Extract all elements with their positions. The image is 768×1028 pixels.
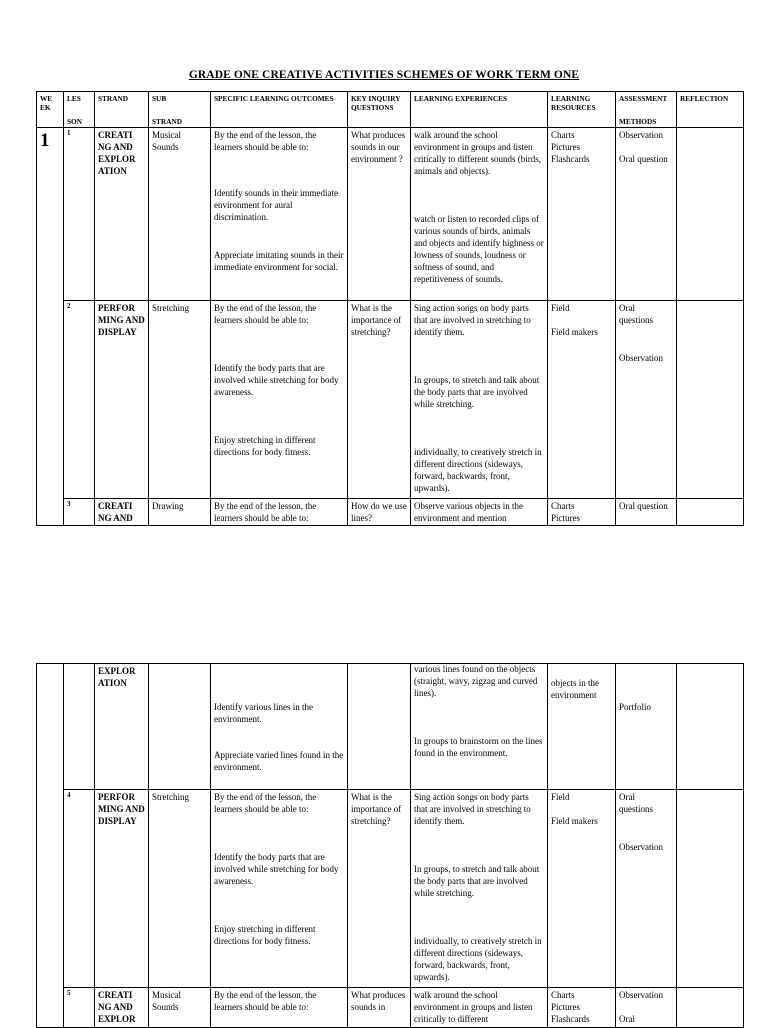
inquiry-cell: What is the importance of stretching? [348,301,411,499]
outcomes-cell: By the end of the lesson, the learners should be able to: [211,988,348,1028]
experiences-cell: walk around the school environment in groups and listen critically to different [411,988,548,1028]
assessment-cell: Portfolio [616,664,677,790]
lesson-number: 4 [64,790,95,988]
header-resources: LEARNING RESOURCES [548,92,616,128]
inquiry-cell: What produces sounds in our environment ? [348,128,411,301]
table-row [37,664,744,790]
assessment-cell: Oral question [616,499,677,526]
header-row [37,92,744,128]
strand-cell: PERFOR MING AND DISPLAY [95,790,149,988]
lesson-number [64,664,95,790]
header-reflection: REFLECTION [677,92,744,128]
assessment-cell: Observation Oral question [616,128,677,301]
header-week: WE EK [37,92,64,128]
header-sub-strand: SUB STRAND [149,92,211,128]
week-number: 1 [37,128,64,526]
reflection-cell [677,790,744,988]
resources-cell: Charts Pictures [548,499,616,526]
outcomes-cell: By the end of the lesson, the learners should be able to: [211,499,348,526]
resources-cell: Charts Pictures Flashcards [548,128,616,301]
resources-cell: Charts Pictures Flashcards [548,988,616,1028]
strand-cell: PERFOR MING AND DISPLAY [95,301,149,499]
outcomes-cell: By the end of the lesson, the learners should be able to: Identify the body parts that are involved while stretching for body awareness. Enjoy stretching in different directions for body fitness. [211,790,348,988]
header-outcomes: SPECIFIC LEARNING OUTCOMES [211,92,348,128]
assessment-cell: Observation Oral [616,988,677,1028]
sub-strand-cell: Stretching [149,301,211,499]
table-row [37,988,744,1028]
lesson-number: 5 [64,988,95,1028]
resources-cell: Field Field makers [548,301,616,499]
experiences-cell: Sing action songs on body parts that are involved in stretching to identify them. In groups, to stretch and talk about the body parts that are involved while stretching. individually, to creatively stretch in different directions (sideways, forward, backwards, front, upwards). [411,790,548,988]
reflection-cell [677,128,744,301]
inquiry-cell: What produces sounds in [348,988,411,1028]
strand-cell: CREATI NG AND [95,499,149,526]
outcomes-cell: Identify various lines in the environment. Appreciate varied lines found in the environment. [211,664,348,790]
header-assessment: ASSESSMENT METHODS [616,92,677,128]
experiences-cell: walk around the school environment in groups and listen critically to different sounds (birds, animals and objects). watch or listen to recorded clips of various sounds of birds, animals and objects and identify highness or lowness of sounds, loudness or softness of sound, and repetitiveness of sounds. [411,128,548,301]
table-row [37,499,744,526]
experiences-cell: Observe various objects in the environment and mention [411,499,548,526]
reflection-cell [677,499,744,526]
lesson-number: 3 [64,499,95,526]
sub-strand-cell [149,664,211,790]
table-row [37,301,744,499]
sub-strand-cell: Drawing [149,499,211,526]
sub-strand-cell: Musical Sounds [149,128,211,301]
resources-cell: Field Field makers [548,790,616,988]
scheme-table-page-1 [36,91,744,526]
outcomes-cell: By the end of the lesson, the learners should be able to: Identify the body parts that are involved while stretching for body awareness. Enjoy stretching in different directions for body fitness. [211,301,348,499]
inquiry-cell [348,664,411,790]
week-number [37,664,64,1028]
page-title: GRADE ONE CREATIVE ACTIVITIES SCHEMES OF WORK TERM ONE [188,69,580,81]
resources-cell: objects in the environment [548,664,616,790]
inquiry-cell: What is the importance of stretching? [348,790,411,988]
inquiry-cell: How do we use lines? [348,499,411,526]
strand-cell: EXPLOR ATION [95,664,149,790]
sub-strand-cell: Musical Sounds [149,988,211,1028]
header-strand: STRAND [95,92,149,128]
assessment-cell: Oral questions Observation [616,301,677,499]
header-experiences: LEARNING EXPERIENCES [411,92,548,128]
header-inquiry: KEY INQUIRY QUESTIONS [348,92,411,128]
experiences-cell: various lines found on the objects (straight, wavy, zigzag and curved lines). In groups to brainstorm on the lines found in the environment. [411,664,548,790]
assessment-cell: Oral questions Observation [616,790,677,988]
scheme-table-page-2 [36,663,744,1028]
lesson-number: 2 [64,301,95,499]
sub-strand-cell: Stretching [149,790,211,988]
outcomes-cell: By the end of the lesson, the learners should be able to: Identify sounds in their immediate environment for aural discrimination. Appreciate imitating sounds in their immediate environment for social. [211,128,348,301]
strand-cell: CREATI NG AND EXPLOR ATION [95,128,149,301]
table-row [37,790,744,988]
experiences-cell: Sing action songs on body parts that are involved in stretching to identify them. In groups, to stretch and talk about the body parts that are involved while stretching. individually, to creatively stretch in different directions (sideways, forward, backwards, front, upwards). [411,301,548,499]
table-row [37,128,744,301]
lesson-number: 1 [64,128,95,301]
reflection-cell [677,301,744,499]
reflection-cell [677,664,744,790]
header-lesson: LES SON [64,92,95,128]
strand-cell: CREATI NG AND EXPLOR [95,988,149,1028]
reflection-cell [677,988,744,1028]
